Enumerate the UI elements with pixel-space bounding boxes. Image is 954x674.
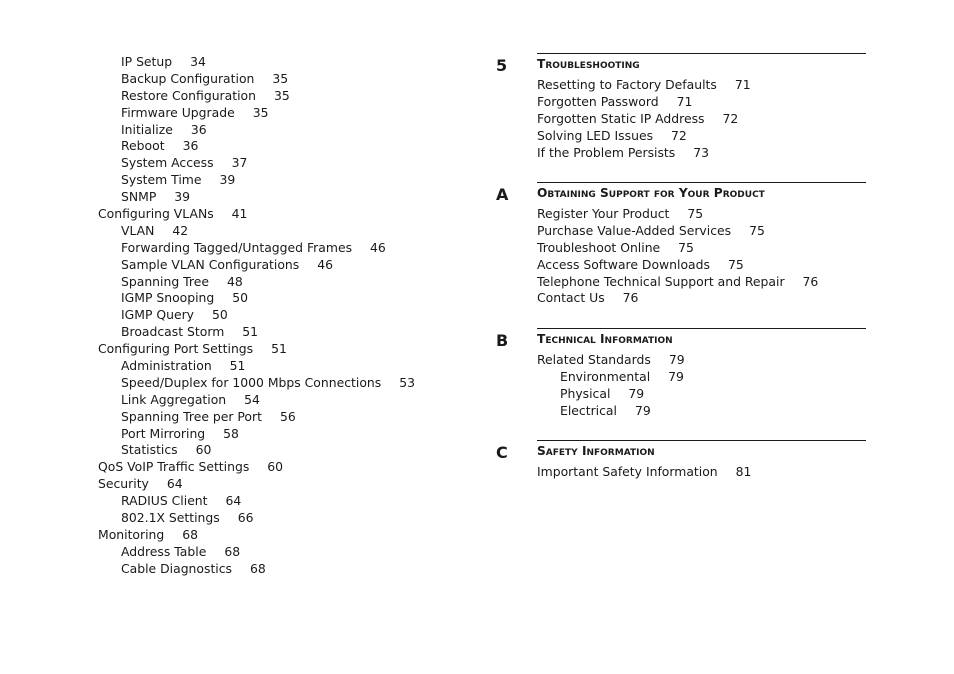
- toc-entry-page: 75: [678, 239, 694, 255]
- toc-entry[interactable]: [537, 145, 751, 162]
- toc-entry[interactable]: [98, 206, 438, 223]
- toc-entry[interactable]: [537, 464, 751, 481]
- toc-entry-page: 71: [676, 93, 693, 109]
- toc-entry[interactable]: [98, 54, 438, 71]
- toc-entry-title: Forgotten Static IP Address: [537, 110, 705, 126]
- toc-entry-page: 42: [172, 222, 189, 238]
- toc-entry-page: 72: [671, 127, 687, 143]
- toc-entry-title: 802.1X Settings: [121, 510, 220, 526]
- toc-entry-title: Troubleshoot Online: [537, 239, 661, 255]
- toc-entry-title: QoS VoIP Traffic Settings: [98, 459, 250, 475]
- toc-entry-page: 48: [226, 273, 243, 289]
- toc-entry-title: Spanning Tree: [121, 273, 209, 289]
- toc-entry-title: System Time: [121, 172, 202, 188]
- toc-entry[interactable]: [98, 510, 438, 527]
- toc-entry-page: 34: [190, 54, 206, 69]
- toc-entry-page: 53: [399, 374, 416, 390]
- toc-entry[interactable]: [537, 290, 818, 307]
- toc-entry-page: 50: [212, 307, 228, 323]
- toc-entry-page: 79: [668, 368, 684, 384]
- toc-entry-title: Backup Configuration: [121, 70, 255, 86]
- toc-entry[interactable]: [98, 544, 438, 561]
- toc-entry[interactable]: [98, 274, 438, 291]
- toc-entry-title: Configuring VLANs: [98, 206, 214, 222]
- toc-entry[interactable]: [98, 527, 438, 544]
- toc-entry[interactable]: [98, 409, 438, 426]
- toc-entry-title: System Access: [121, 155, 214, 171]
- toc-entry-page: 36: [190, 121, 207, 137]
- toc-entry-page: 76: [622, 290, 639, 306]
- toc-entry[interactable]: [537, 128, 751, 145]
- toc-entry-page: 60: [195, 442, 212, 458]
- toc-entry-page: 51: [271, 341, 287, 357]
- toc-entry[interactable]: [98, 290, 438, 307]
- toc-entry[interactable]: [537, 274, 818, 291]
- section-label: B: [496, 331, 509, 350]
- toc-entry[interactable]: [98, 442, 438, 459]
- toc-entry[interactable]: [98, 476, 438, 493]
- toc-entry[interactable]: [98, 324, 438, 341]
- toc-entry[interactable]: [98, 493, 438, 510]
- toc-entry-title: VLAN: [121, 222, 155, 238]
- toc-entry-title: Reboot: [121, 138, 165, 154]
- section-title: Safety Information: [537, 444, 655, 458]
- toc-entry-title: If the Problem Persists: [537, 144, 676, 160]
- toc-entry-page: 46: [317, 256, 334, 272]
- toc-entry-page: 64: [166, 476, 183, 492]
- toc-entry-title: Broadcast Storm: [121, 324, 225, 340]
- toc-entry-title: Register Your Product: [537, 206, 670, 221]
- toc-entry-title: Electrical: [560, 402, 617, 418]
- toc-entry-page: 66: [237, 510, 254, 526]
- toc-entry-title: Restore Configuration: [121, 87, 256, 103]
- toc-entry-title: Access Software Downloads: [537, 256, 710, 272]
- toc-entry-title: Configuring Port Settings: [98, 341, 254, 357]
- toc-entry-page: 68: [182, 526, 199, 542]
- toc-entry[interactable]: [537, 369, 685, 386]
- toc-entry-title: Spanning Tree per Port: [121, 408, 262, 424]
- toc-entry[interactable]: [98, 105, 438, 122]
- section-items: [537, 464, 751, 481]
- toc-entry-page: 75: [687, 206, 704, 221]
- toc-entry-page: 54: [244, 391, 260, 407]
- toc-entry[interactable]: [98, 341, 438, 358]
- toc-entry-page: 60: [267, 459, 284, 475]
- toc-entry-title: Contact Us: [537, 290, 605, 306]
- toc-entry-title: Administration: [121, 358, 212, 374]
- section-items: [537, 77, 751, 161]
- toc-left-column: [98, 54, 438, 578]
- toc-entry-title: RADIUS Client: [121, 493, 208, 509]
- toc-entry[interactable]: [98, 358, 438, 375]
- toc-entry-title: SNMP: [121, 189, 157, 205]
- section-rule: [537, 328, 866, 329]
- section-title: Technical Information: [537, 332, 673, 346]
- toc-entry-page: 64: [225, 493, 242, 509]
- toc-entry-title: Solving LED Issues: [537, 127, 654, 143]
- toc-entry-title: Important Safety Information: [537, 464, 718, 479]
- section-label: 5: [496, 56, 508, 75]
- toc-entry[interactable]: [98, 71, 438, 88]
- toc-entry[interactable]: [98, 561, 438, 578]
- toc-entry-title: Monitoring: [98, 526, 165, 542]
- toc-entry-title: Purchase Value-Added Services: [537, 222, 732, 238]
- toc-entry-page: 50: [232, 290, 249, 306]
- toc-entry[interactable]: [537, 77, 751, 94]
- toc-entry-title: Speed/Duplex for 1000 Mbps Connections: [121, 374, 382, 390]
- section-rule: [537, 53, 866, 54]
- toc-entry-title: Forgotten Password: [537, 93, 659, 109]
- toc-entry-title: Address Table: [121, 543, 207, 559]
- toc-entry-page: 71: [734, 77, 751, 92]
- toc-entry-title: Link Aggregation: [121, 391, 227, 407]
- toc-entry-title: Telephone Technical Support and Repair: [537, 273, 785, 289]
- toc-entry-title: Environmental: [560, 368, 651, 384]
- section-rule: [537, 182, 866, 183]
- section-title: Troubleshooting: [537, 57, 640, 71]
- toc-entry-title: Physical: [560, 385, 611, 401]
- toc-entry-title: Initialize: [121, 121, 173, 137]
- section-items: [537, 352, 685, 420]
- toc-entry-page: 35: [273, 87, 290, 103]
- toc-entry-title: IGMP Snooping: [121, 290, 215, 306]
- toc-entry-page: 73: [693, 144, 710, 160]
- toc-entry[interactable]: [98, 138, 438, 155]
- toc-entry[interactable]: [98, 392, 438, 409]
- toc-entry-title: IGMP Query: [121, 307, 195, 323]
- toc-entry-page: 68: [250, 560, 266, 576]
- toc-entry-page: 79: [628, 385, 645, 401]
- toc-entry-title: Resetting to Factory Defaults: [537, 77, 717, 92]
- toc-entry-page: 75: [749, 222, 765, 238]
- toc-entry-title: Sample VLAN Configurations: [121, 256, 300, 272]
- toc-entry[interactable]: [98, 426, 438, 443]
- toc-entry[interactable]: [537, 403, 685, 420]
- toc-entry-title: Cable Diagnostics: [121, 560, 233, 576]
- toc-entry[interactable]: [537, 240, 818, 257]
- toc-entry[interactable]: [98, 189, 438, 206]
- toc-entry[interactable]: [98, 459, 438, 476]
- toc-entry-page: 72: [722, 110, 739, 126]
- toc-entry[interactable]: [98, 122, 438, 139]
- toc-entry-page: 81: [735, 464, 752, 479]
- toc-entry-title: Firmware Upgrade: [121, 104, 235, 120]
- toc-entry[interactable]: [98, 375, 438, 392]
- toc-entry-page: 56: [279, 408, 296, 424]
- toc-entry-page: 39: [174, 189, 191, 205]
- toc-entry[interactable]: [537, 223, 818, 240]
- toc-entry[interactable]: [537, 386, 685, 403]
- section-label: C: [496, 443, 508, 462]
- toc-entry-page: 36: [182, 138, 199, 154]
- toc-entry-page: 41: [231, 206, 248, 222]
- toc-entry[interactable]: [537, 94, 751, 111]
- toc-entry[interactable]: [537, 111, 751, 128]
- toc-entry[interactable]: [98, 223, 438, 240]
- toc-entry-page: 75: [727, 256, 744, 272]
- toc-entry-page: 35: [252, 104, 269, 120]
- toc-entry-title: Port Mirroring: [121, 425, 206, 441]
- toc-entry[interactable]: [537, 206, 818, 223]
- section-items: [537, 206, 818, 307]
- section-label: A: [496, 185, 509, 204]
- toc-entry[interactable]: [98, 307, 438, 324]
- toc-entry-title: Security: [98, 476, 149, 492]
- toc-entry-page: 39: [219, 172, 236, 188]
- toc-entry[interactable]: [98, 240, 438, 257]
- toc-entry[interactable]: [537, 352, 685, 369]
- toc-entry-title: Forwarding Tagged/Untagged Frames: [121, 239, 353, 255]
- toc-entry-page: 79: [634, 402, 651, 418]
- toc-entry-page: 35: [272, 70, 289, 86]
- section-rule: [537, 440, 866, 441]
- toc-entry[interactable]: [98, 172, 438, 189]
- toc-entry[interactable]: [98, 88, 438, 105]
- section-title: Obtaining Support for Your Product: [537, 186, 765, 200]
- toc-entry-page: 51: [229, 358, 246, 374]
- toc-entry-page: 76: [802, 273, 819, 289]
- toc-entry-page: 46: [370, 239, 386, 255]
- toc-entry-page: 68: [224, 543, 241, 559]
- toc-entry-title: Statistics: [121, 442, 178, 458]
- toc-entry[interactable]: [98, 155, 438, 172]
- toc-entry[interactable]: [98, 257, 438, 274]
- toc-entry-title: IP Setup: [121, 54, 173, 69]
- toc-entry-title: Related Standards: [537, 352, 651, 367]
- toc-entry-page: 58: [223, 425, 239, 441]
- toc-entry[interactable]: [537, 257, 818, 274]
- toc-entry-page: 51: [242, 324, 259, 340]
- toc-entry-page: 37: [231, 155, 248, 171]
- toc-entry-page: 79: [668, 352, 685, 367]
